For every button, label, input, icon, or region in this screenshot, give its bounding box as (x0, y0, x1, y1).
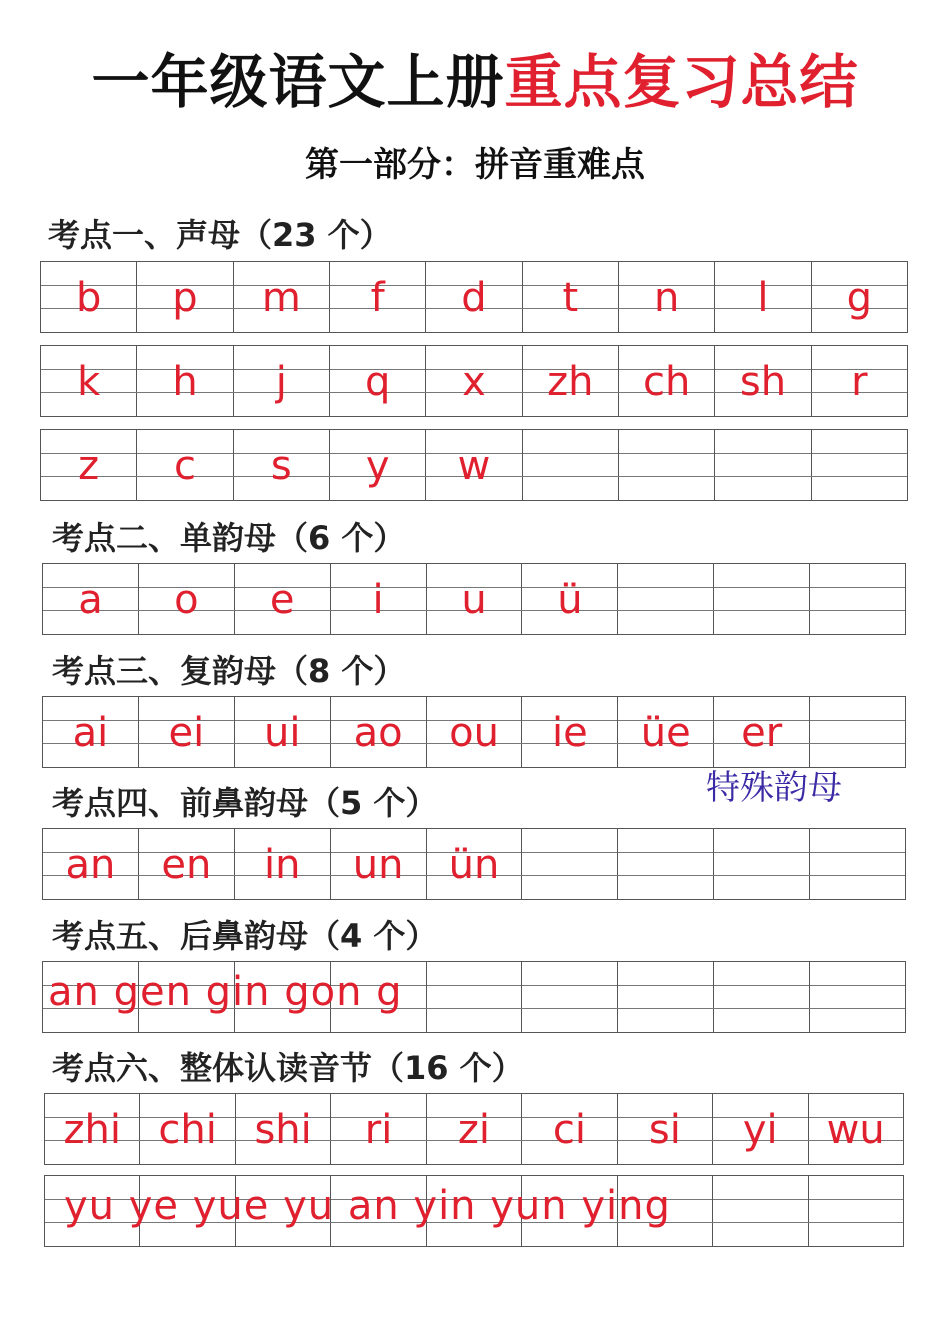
grid-cell (427, 564, 523, 634)
pinyin-grid-row (40, 261, 908, 333)
grid-cell (618, 829, 714, 899)
grid-cell (41, 430, 137, 500)
grid-cell (523, 262, 619, 332)
pinyin-letter: ie (552, 710, 588, 756)
grid-cell (426, 430, 522, 500)
back-nasal-finals-text: an gen gin gon g (48, 969, 403, 1015)
section-heading-initials: 考点一、声母（23 个） (48, 216, 392, 254)
pinyin-letter: an (65, 842, 116, 888)
pinyin-letter: b (75, 275, 102, 321)
grid-cell (812, 346, 907, 416)
section-heading-compound-finals: 考点三、复韵母（8 个） (52, 652, 406, 690)
page-subtitle: 第一部分：拼音重难点 (305, 145, 645, 185)
pinyin-letter: ün (448, 842, 500, 888)
pinyin-letter: ei (168, 710, 205, 756)
pinyin-letter: sh (739, 359, 787, 405)
pinyin-letter: l (757, 275, 769, 321)
grid-cell (714, 564, 810, 634)
grid-cell (714, 829, 810, 899)
grid-cell (713, 1094, 808, 1164)
pinyin-grid-row (42, 696, 906, 768)
pinyin-letter: t (562, 275, 579, 321)
grid-cell (139, 697, 235, 767)
grid-cell (331, 829, 427, 899)
grid-cell (137, 346, 233, 416)
pinyin-letter: ou (449, 710, 499, 756)
grid-cell (618, 697, 714, 767)
grid-cell (234, 430, 330, 500)
pinyin-grid-row (40, 429, 908, 501)
grid-cell (235, 697, 331, 767)
grid-cell (43, 697, 139, 767)
pinyin-letter: d (461, 275, 487, 321)
pinyin-letter: ai (72, 710, 109, 756)
pinyin-letter: ao (353, 710, 403, 756)
pinyin-letter: ri (364, 1107, 393, 1153)
pinyin-letter: o (174, 577, 199, 623)
grid-cell (41, 346, 137, 416)
pinyin-letter: p (172, 275, 198, 321)
grid-cell (619, 430, 715, 500)
grid-cell (523, 430, 619, 500)
pinyin-letter: s (270, 443, 292, 489)
pinyin-grid-row (42, 828, 906, 900)
grid-cell (427, 1094, 522, 1164)
grid-cell (618, 1094, 713, 1164)
back-nasal-row-text-layer (42, 961, 906, 1033)
pinyin-letter: q (364, 359, 391, 405)
pinyin-letter: er (741, 710, 783, 756)
section-heading-back-nasal-finals: 考点五、后鼻韵母（4 个） (52, 917, 438, 955)
grid-cell (522, 564, 618, 634)
pinyin-letter: in (263, 842, 301, 888)
grid-cell (45, 1094, 140, 1164)
pinyin-letter: wu (826, 1107, 885, 1153)
grid-cell (426, 262, 522, 332)
pinyin-letter: h (172, 359, 198, 405)
special-finals-note: 特殊韵母 (706, 768, 842, 808)
pinyin-letter: y (365, 443, 390, 489)
pinyin-letter: üe (640, 710, 691, 756)
grid-cell (330, 346, 426, 416)
grid-cell (330, 262, 426, 332)
pinyin-grid-row (44, 1093, 904, 1165)
pinyin-letter: w (457, 443, 491, 489)
pinyin-letter: ü (557, 577, 583, 623)
title-black-part: 一年级语文上册 (91, 48, 505, 116)
grid-cell (331, 697, 427, 767)
pinyin-letter: j (275, 359, 287, 405)
pinyin-letter: g (846, 275, 872, 321)
pinyin-grid-row (40, 345, 908, 417)
grid-cell (810, 564, 905, 634)
pinyin-letter: zi (457, 1107, 491, 1153)
title-red-part: 重点复习总结 (504, 48, 859, 116)
section-heading-whole-syllables: 考点六、整体认读音节（16 个） (52, 1049, 524, 1087)
grid-cell (235, 829, 331, 899)
grid-cell (618, 564, 714, 634)
pinyin-letter: k (77, 359, 101, 405)
grid-cell (41, 262, 137, 332)
page-title (0, 42, 950, 122)
grid-cell (715, 262, 811, 332)
whole-syllables-row2-text-layer (44, 1175, 904, 1247)
pinyin-letter: m (261, 275, 301, 321)
pinyin-letter: yi (742, 1107, 778, 1153)
pinyin-letter: zhi (63, 1107, 121, 1153)
grid-cell (235, 564, 331, 634)
grid-cell (427, 829, 523, 899)
pinyin-letter: ui (263, 710, 301, 756)
grid-cell (715, 346, 811, 416)
grid-cell (522, 829, 618, 899)
grid-cell (331, 1094, 426, 1164)
pinyin-letter: e (269, 577, 295, 623)
pinyin-grid-row (42, 563, 906, 635)
grid-cell (234, 346, 330, 416)
grid-cell (426, 346, 522, 416)
grid-cell (810, 697, 905, 767)
grid-cell (619, 346, 715, 416)
grid-cell (619, 262, 715, 332)
grid-cell (137, 430, 233, 500)
grid-cell (523, 346, 619, 416)
grid-cell (331, 564, 427, 634)
grid-cell (234, 262, 330, 332)
grid-cell (810, 829, 905, 899)
pinyin-letter: en (161, 842, 212, 888)
section-heading-simple-finals: 考点二、单韵母（6 个） (52, 519, 406, 557)
grid-cell (236, 1094, 331, 1164)
grid-cell (137, 262, 233, 332)
grid-cell (330, 430, 426, 500)
pinyin-letter: f (370, 275, 385, 321)
pinyin-letter: zh (547, 359, 594, 405)
pinyin-letter: u (461, 577, 487, 623)
pinyin-letter: a (78, 577, 103, 623)
pinyin-letter: r (851, 359, 868, 405)
section-heading-front-nasal-finals: 考点四、前鼻韵母（5 个） (52, 784, 438, 822)
grid-cell (140, 1094, 235, 1164)
pinyin-letter: z (78, 443, 100, 489)
pinyin-letter: n (653, 275, 680, 321)
pinyin-letter: i (372, 577, 384, 623)
pinyin-letter: c (173, 443, 196, 489)
pinyin-letter: x (462, 359, 486, 405)
grid-cell (427, 697, 523, 767)
pinyin-letter: si (648, 1107, 681, 1153)
grid-cell (139, 564, 235, 634)
grid-cell (714, 697, 810, 767)
pinyin-letter: ci (552, 1107, 586, 1153)
grid-cell (715, 430, 811, 500)
pinyin-letter: shi (254, 1107, 312, 1153)
grid-cell (522, 697, 618, 767)
whole-syllables-row2-text: yu ye yue yu an yin yun ying (64, 1183, 671, 1229)
grid-cell (812, 430, 907, 500)
pinyin-letter: ch (642, 359, 691, 405)
grid-cell (43, 829, 139, 899)
grid-cell (809, 1094, 903, 1164)
grid-cell (43, 564, 139, 634)
pinyin-letter: un (352, 842, 404, 888)
grid-cell (139, 829, 235, 899)
grid-cell (522, 1094, 617, 1164)
pinyin-letter: chi (158, 1107, 217, 1153)
grid-cell (812, 262, 907, 332)
